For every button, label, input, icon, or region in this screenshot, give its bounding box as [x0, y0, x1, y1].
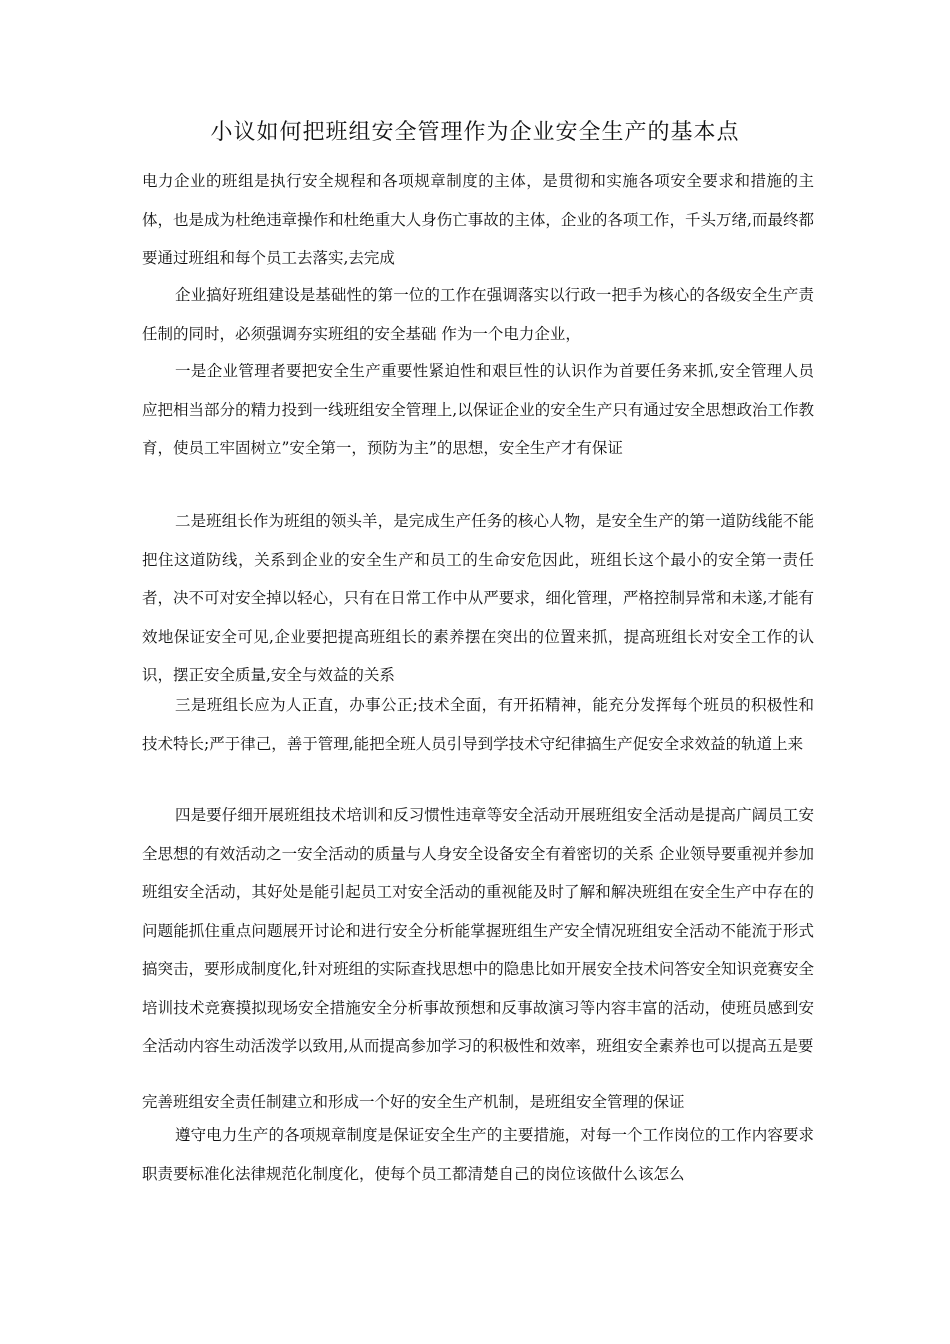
- paragraph-point-one: 一是企业管理者要把安全生产重要性紧迫性和艰巨性的认识作为首要任务来抓,安全管理人员应把相当部分的精力投到一线班组安全管理上,以保证企业的安全生产只有通过安全思想政治工作教育，使员工牢固树立”安全第一，预防为主”的思想，安全生产才有保证: [142, 362, 814, 457]
- paragraph-regulations: 遵守电力生产的各项规章制度是保证安全生产的主要措施，对每一个工作岗位的工作内容要求职责要标准化法律规范化制度化，使每个员工都清楚自己的岗位该做什么该怎么: [142, 1126, 814, 1183]
- paragraph-point-four: 四是要仔细开展班组技术培训和反习惯性违章等安全活动开展班组安全活动是提高广阔员工安全思想的有效活动之一安全活动的质量与人身安全设备安全有着密切的关系 企业领导要重视并参加班组安全活动，其好处是能引起员工对安全活动的重视能及时了解和解决班组在安全生产中存在的问题能抓住重点问题展开讨论和进行安全分析能掌握班组生产安全情况班组安全活动不能流于形式搞突击，要形成制度化,针对班组的实际查找思想中的隐患比如开展安全技术问答安全知识竞赛安全培训技术竞赛摸拟现场安全措施安全分析事故预想和反事故演习等内容丰富的活动，使班员感到安全活动内容生动活泼学以致用,从而提高参加学习的积极性和效率，班组安全素养也可以提高五是要: [142, 806, 814, 1055]
- paragraph-intro: 电力企业的班组是执行安全规程和各项规章制度的主体，是贯彻和实施各项安全要求和措施的主体，也是成为杜绝违章操作和杜绝重大人身伤亡事故的主体，企业的各项工作，千头万绪,而最终都要通过班组和每个员工去落实,去完成: [142, 172, 814, 267]
- paragraph-point-five: 完善班组安全责任制建立和形成一个好的安全生产机制，是班组安全管理的保证: [142, 1093, 685, 1111]
- paragraph-point-two: 二是班组长作为班组的领头羊，是完成生产任务的核心人物，是安全生产的第一道防线能不能把住这道防线，关系到企业的安全生产和员工的生命安危因此，班组长这个最小的安全第一责任者，决不可对安全掉以轻心，只有在日常工作中从严要求，细化管理，严格控制异常和未遂,才能有效地保证安全可见,企业要把提高班组长的素养摆在突出的位置来抓，提高班组长对安全工作的认识，摆正安全质量,安全与效益的关系: [142, 512, 814, 684]
- document-title: 小议如何把班组安全管理作为企业安全生产的基本点: [210, 120, 740, 145]
- paragraph-foundation: 企业搞好班组建设是基础性的第一位的工作在强调落实以行政一把手为核心的各级安全生产责任制的同时，必须强调夯实班组的安全基础 作为一个电力企业，: [142, 286, 814, 343]
- paragraph-point-three: 三是班组长应为人正直，办事公正;技术全面，有开拓精神，能充分发挥每个班员的积极性和技术特长;严于律己，善于管理,能把全班人员引导到学技术守纪律搞生产促安全求效益的轨道上来: [142, 696, 814, 753]
